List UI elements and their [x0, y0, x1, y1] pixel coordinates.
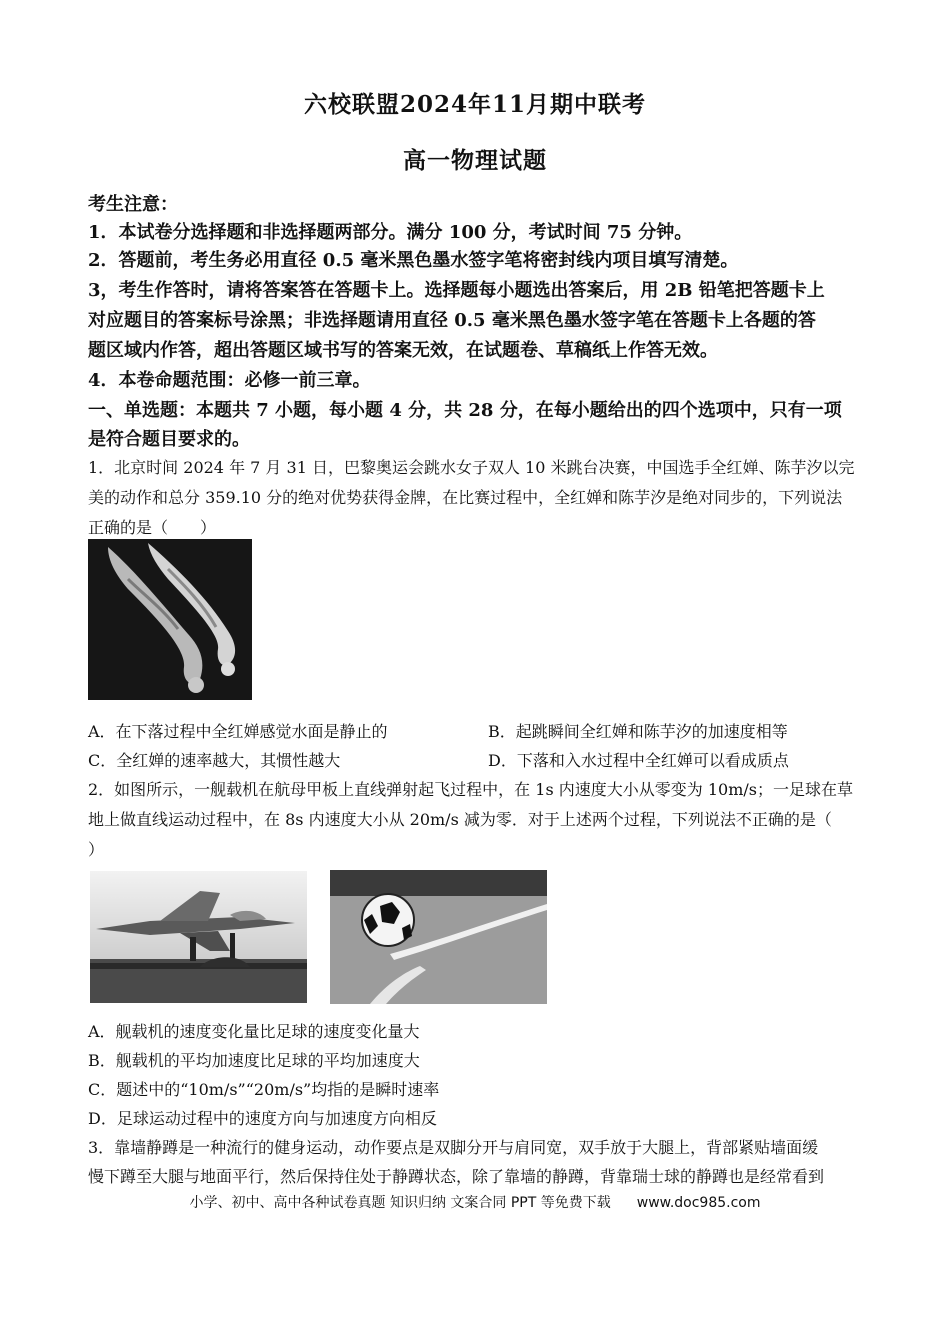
question-2-line-1: 2．如图所示，一舰载机在航母甲板上直线弹射起飞过程中，在 1s 内速度大小从零变为 10m/s；一足球在草 — [88, 780, 853, 799]
question-1-line-2: 美的动作和总分 359.10 分的绝对优势获得金牌，在比赛过程中，全红婵和陈芋汐是绝对同步的，下列说法 — [88, 488, 843, 507]
question-2-option-d: D．足球运动过程中的速度方向与加速度方向相反 — [88, 1109, 437, 1128]
question-2-option-a: A．舰载机的速度变化量比足球的速度变化量大 — [88, 1022, 420, 1041]
question-2-option-b: B．舰载机的平均加速度比足球的平均加速度大 — [88, 1051, 420, 1070]
question-1-line-1: 1．北京时间 2024 年 7 月 31 日，巴黎奥运会跳水女子双人 10 米跳台决赛，中国选手全红婵、陈芋汐以完 — [88, 458, 855, 477]
question-2-line-3: ） — [88, 840, 105, 859]
question-3-line-2: 慢下蹲至大腿与地面平行，然后保持住处于静蹲状态，除了靠墙的静蹲，背靠瑞士球的静蹲也是经常看到 — [88, 1167, 825, 1186]
notice-item-3-line-3: 题区域内作答，超出答题区域书写的答案无效，在试题卷、草稿纸上作答无效。 — [88, 340, 718, 361]
diving-photo — [88, 539, 252, 700]
notice-item-2: 2．答题前，考生务必用直径 0.5 毫米黑色墨水签字笔将密封线内项目填写清楚。 — [88, 250, 739, 271]
notice-item-3-line-2: 对应题目的答案标号涂黑；非选择题请用直径 0.5 毫米黑色墨水签字笔在答题卡上各题的答 — [88, 310, 816, 331]
exam-title: 六校联盟2024年11月期中联考 — [303, 91, 647, 118]
section-heading-line-1: 一、单选题：本题共 7 小题，每小题 4 分，共 28 分，在每小题给出的四个选项中，只有一项 — [88, 400, 842, 421]
question-2-line-2: 地上做直线运动过程中，在 8s 内速度大小从 20m/s 减为零．对于上述两个过程，下列说法不正确的是（ — [88, 810, 832, 829]
fighter-jet-photo — [90, 871, 307, 1003]
notice-heading: 考生注意： — [88, 194, 178, 215]
notice-item-1: 1．本试卷分选择题和非选择题两部分。满分 100 分，考试时间 75 分钟。 — [88, 222, 693, 243]
question-1-option-a: A．在下落过程中全红婵感觉水面是静止的 — [88, 722, 388, 741]
exam-subtitle: 高一物理试题 — [403, 147, 547, 174]
section-heading-line-2: 是符合题目要求的。 — [88, 429, 250, 450]
question-2-option-c: C．题述中的“10m/s”“20m/s”均指的是瞬时速率 — [88, 1080, 440, 1099]
footer-url[interactable]: www.doc985.com — [636, 1195, 761, 1211]
soccer-ball-photo — [330, 870, 547, 1004]
question-3-line-1: 3．靠墙静蹲是一种流行的健身运动，动作要点是双脚分开与肩同宽，双手放于大腿上，背部紧贴墙面缓 — [88, 1138, 819, 1157]
notice-item-3-line-1: 3，考生作答时，请将答案答在答题卡上。选择题每小题选出答案后，用 2B 铅笔把答题卡上 — [88, 280, 825, 301]
notice-item-4: 4．本卷命题范围：必修一前三章。 — [88, 370, 371, 391]
footer-text: 小学、初中、高中各种试卷真题 知识归纳 文案合同 PPT 等免费下载 — [189, 1195, 611, 1211]
question-1-option-b: B．起跳瞬间全红婵和陈芋汐的加速度相等 — [488, 722, 788, 741]
question-1-line-3: 正确的是（ ） — [88, 518, 217, 537]
footer — [0, 1192, 950, 1212]
question-1-option-c: C．全红婵的速率越大，其惯性越大 — [88, 751, 341, 770]
question-1-option-d: D．下落和入水过程中全红婵可以看成质点 — [488, 751, 789, 770]
